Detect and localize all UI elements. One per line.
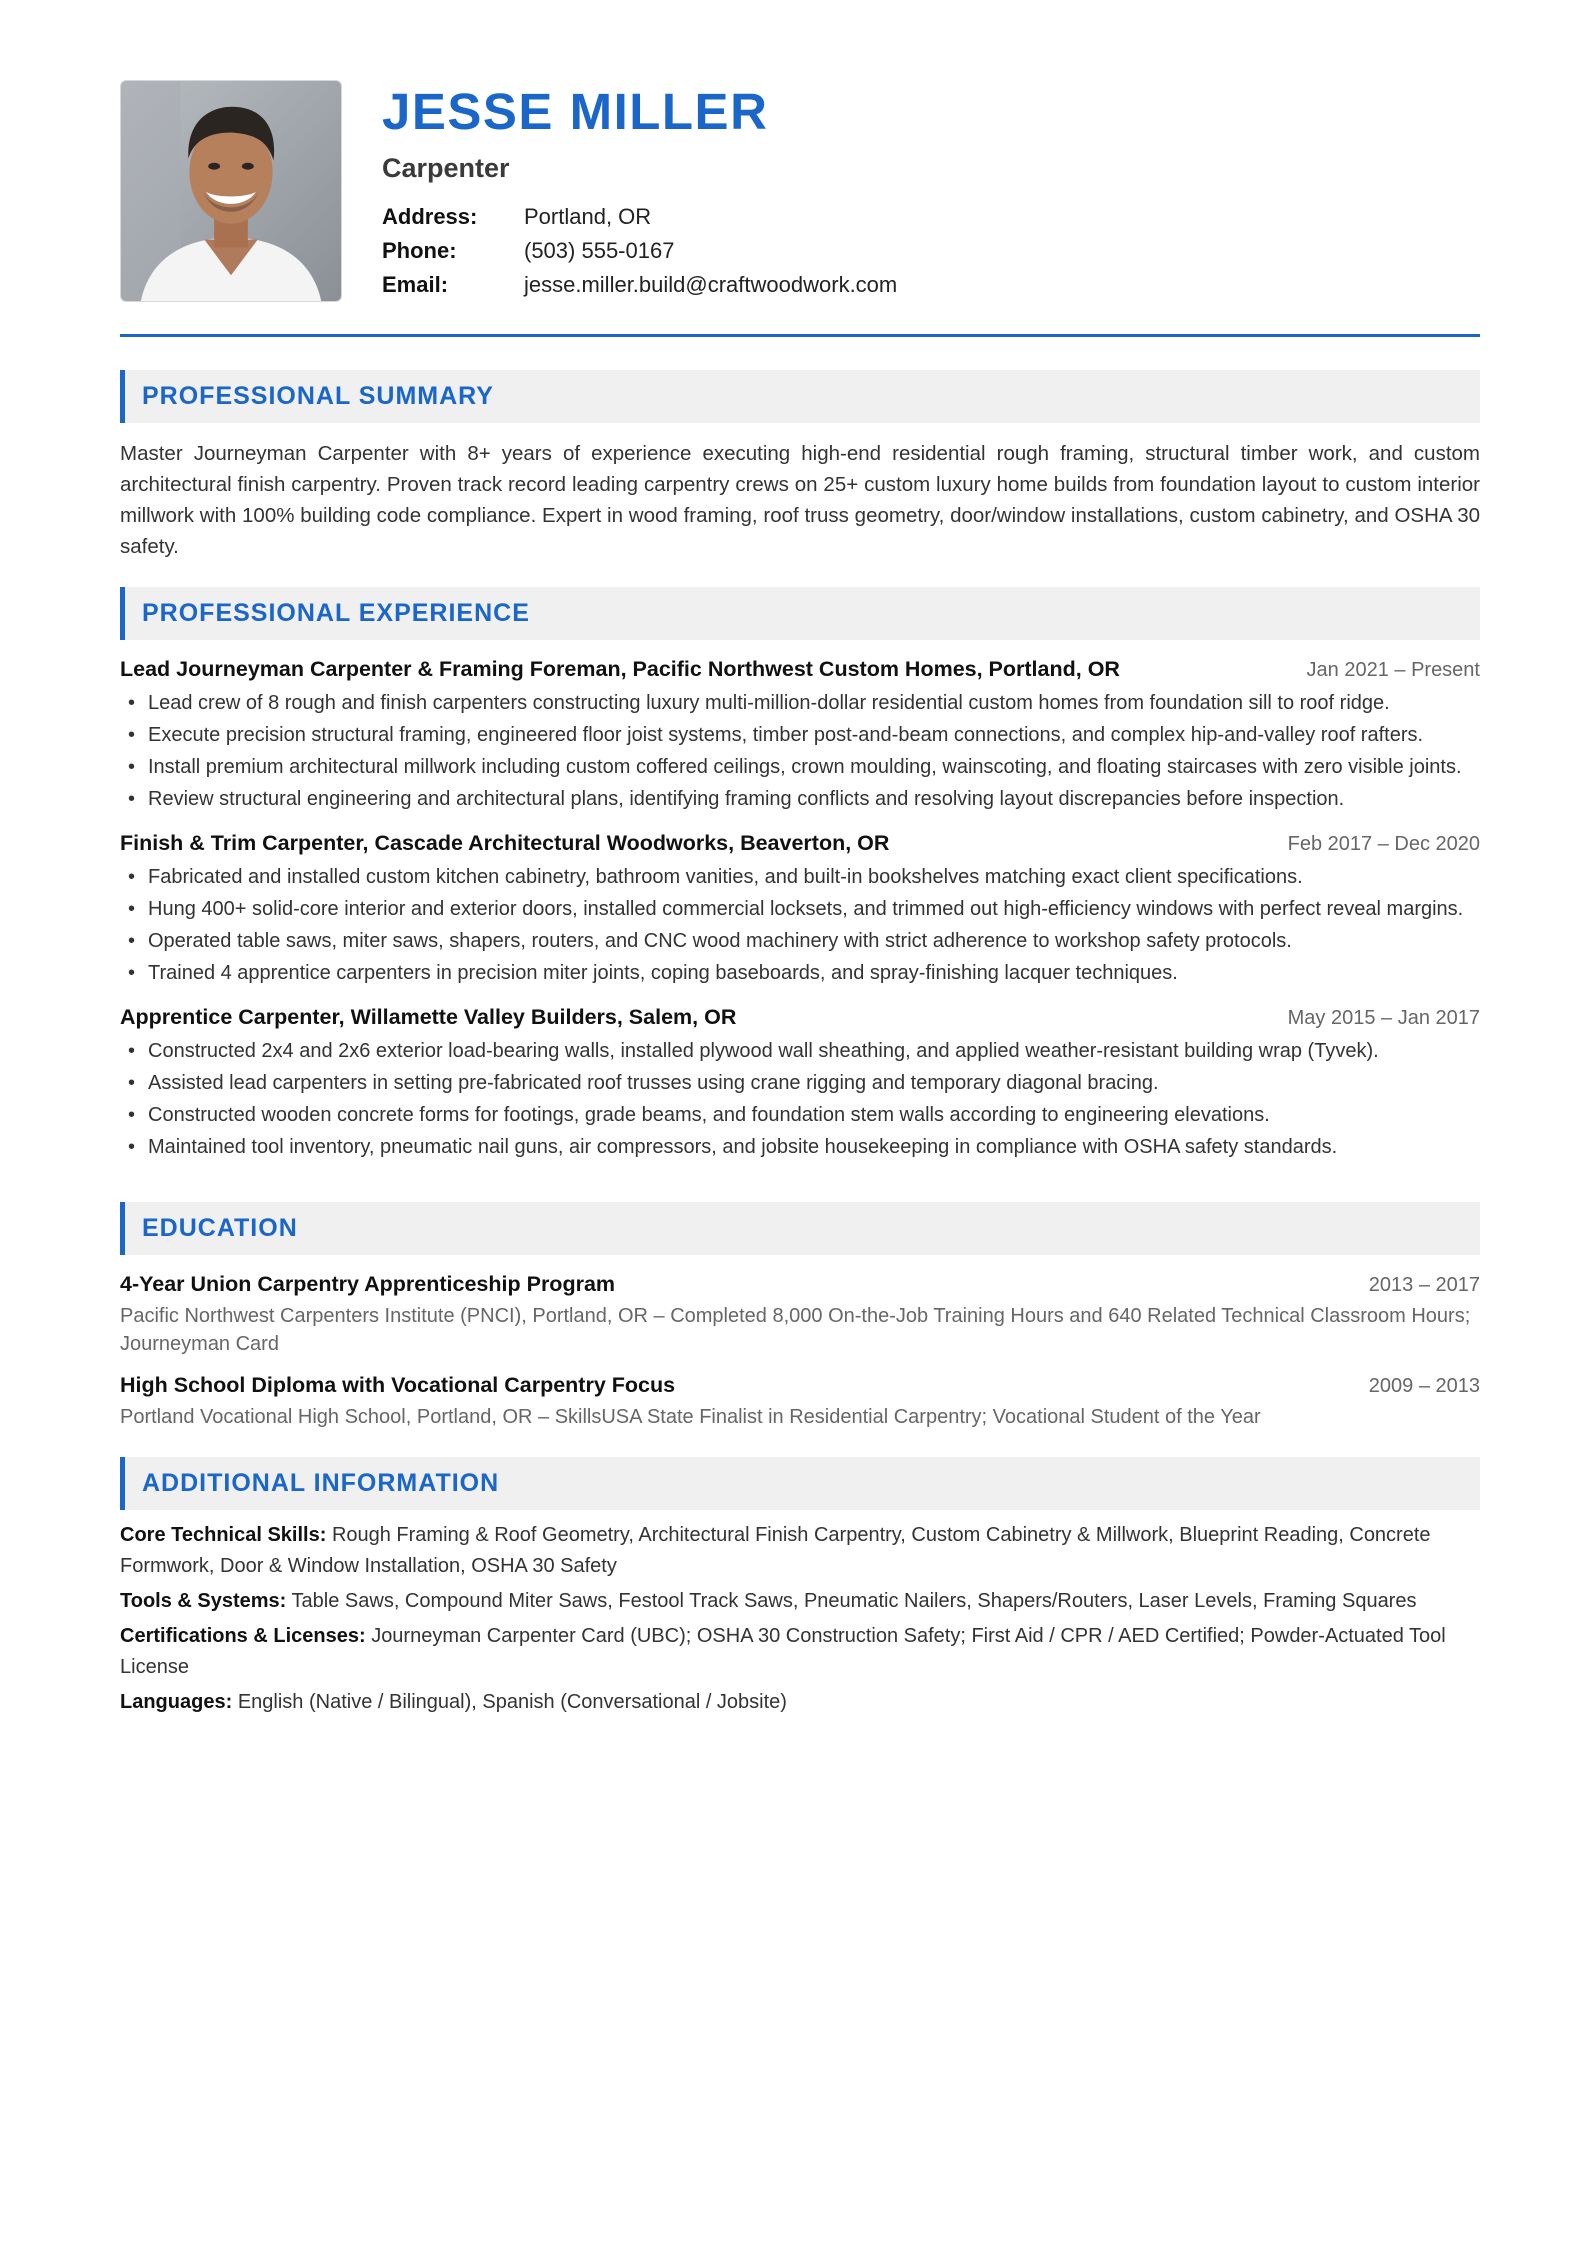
list-item: • Trained 4 apprentice carpenters in precision miter joints, coping baseboards, and spray-finishing lacquer techniques. bbox=[120, 958, 1480, 988]
info-label: Certifications & Licenses: bbox=[120, 1625, 366, 1647]
list-item: • Fabricated and installed custom kitchen cabinetry, bathroom vanities, and built-in bookshelves matching exact client specifications. bbox=[120, 862, 1480, 892]
info-row bbox=[120, 1520, 1480, 1582]
experience-section bbox=[120, 587, 1480, 1162]
info-value: English (Native / Bilingual), Spanish (Conversational / Jobsite) bbox=[237, 1691, 787, 1713]
info-row bbox=[120, 1586, 1480, 1617]
education-title: High School Diploma with Vocational Carpentry Focus bbox=[120, 1373, 676, 1397]
section-header bbox=[120, 587, 1480, 640]
job-header bbox=[120, 654, 1480, 685]
education-header bbox=[120, 1370, 1480, 1401]
contact-label: Phone: bbox=[382, 238, 457, 263]
list-item: • Operated table saws, miter saws, shapers, routers, and CNC wood machinery with strict adherence to workshop safety protocols. bbox=[120, 926, 1480, 956]
education-title: 4-Year Union Carpentry Apprenticeship Program bbox=[120, 1272, 616, 1296]
education-date: 2013 – 2017 bbox=[1368, 1274, 1480, 1296]
list-item: • Execute precision structural framing, engineered floor joist systems, timber post-and-beam connections, and complex hip-and-valley roof rafters. bbox=[120, 720, 1480, 750]
list-item: • Hung 400+ solid-core interior and exterior doors, installed commercial locksets, and trimmed out high-efficiency windows with perfect reveal margins. bbox=[120, 894, 1480, 924]
additional-section bbox=[120, 1457, 1480, 1718]
education-entry bbox=[120, 1269, 1480, 1358]
section-header bbox=[120, 1202, 1480, 1255]
job-title: Lead Journeyman Carpenter & Framing Foreman, Pacific Northwest Custom Homes, Portland, OR bbox=[120, 657, 1120, 681]
job-date: May 2015 – Jan 2017 bbox=[1287, 1007, 1480, 1029]
job-entry bbox=[120, 828, 1480, 988]
info-value: Journeyman Carpenter Card (UBC); OSHA 30 Construction Safety; First Aid / CPR / AED Certified; Powder-Actuated Tool License bbox=[120, 1625, 1446, 1678]
list-item: • Assisted lead carpenters in setting pre-fabricated roof trusses using crane rigging and temporary diagonal bracing. bbox=[120, 1068, 1480, 1098]
contact-value: Portland, OR bbox=[524, 204, 652, 229]
list-item: • Lead crew of 8 rough and finish carpenters constructing luxury multi-million-dollar residential custom homes from foundation sill to roof ridge. bbox=[120, 688, 1480, 718]
education-description: Pacific Northwest Carpenters Institute (PNCI), Portland, OR – Completed 8,000 On-the-Job Training Hours and 640 Related Technical Classroom Hours; Journeyman Card bbox=[120, 1305, 1471, 1355]
section-title: ADDITIONAL INFORMATION bbox=[142, 1469, 500, 1497]
candidate-name: JESSE MILLER bbox=[382, 83, 769, 140]
contact-label: Email: bbox=[382, 272, 449, 297]
job-bullets bbox=[120, 862, 1480, 988]
contact-label: Address: bbox=[382, 204, 478, 229]
info-label: Core Technical Skills: bbox=[120, 1524, 327, 1546]
education-description: Portland Vocational High School, Portland, OR – SkillsUSA State Finalist in Residential Carpentry; Vocational Student of the Year bbox=[120, 1406, 1261, 1428]
section-title: PROFESSIONAL SUMMARY bbox=[142, 382, 494, 410]
education-date: 2009 – 2013 bbox=[1368, 1375, 1480, 1397]
header-divider bbox=[120, 334, 1480, 337]
resume-header bbox=[120, 0, 1480, 337]
job-header bbox=[120, 828, 1480, 859]
list-item: • Review structural engineering and architectural plans, identifying framing conflicts and resolving layout discrepancies before inspection. bbox=[120, 784, 1480, 814]
info-row bbox=[120, 1621, 1480, 1683]
profile-photo bbox=[120, 80, 342, 302]
job-header bbox=[120, 1002, 1480, 1033]
info-row bbox=[120, 1687, 1480, 1718]
info-value: Rough Framing & Roof Geometry, Architectural Finish Carpentry, Custom Cabinetry & Millwork, Blueprint Reading, Concrete Formwork, Door & Window Installation, OSHA 30 Safety bbox=[120, 1524, 1431, 1577]
education-section bbox=[120, 1202, 1480, 1431]
job-bullets bbox=[120, 688, 1480, 814]
info-label: Tools & Systems: bbox=[120, 1590, 287, 1612]
job-bullets bbox=[120, 1036, 1480, 1162]
contact-value: jesse.miller.build@craftwoodwork.com bbox=[524, 272, 898, 297]
contact-address bbox=[382, 200, 897, 234]
job-title: Finish & Trim Carpenter, Cascade Architectural Woodworks, Beaverton, OR bbox=[120, 831, 890, 855]
additional-list bbox=[120, 1520, 1480, 1718]
list-item: • Install premium architectural millwork including custom coffered ceilings, crown moulding, wainscoting, and floating staircases with zero visible joints. bbox=[120, 752, 1480, 782]
candidate-role: Carpenter bbox=[382, 153, 510, 183]
info-value: Table Saws, Compound Miter Saws, Festool Track Saws, Pneumatic Nailers, Shapers/Routers, Laser Levels, Framing Squares bbox=[291, 1590, 1417, 1612]
job-entry bbox=[120, 654, 1480, 814]
header-text bbox=[382, 82, 897, 302]
section-header bbox=[120, 1457, 1480, 1510]
section-title: PROFESSIONAL EXPERIENCE bbox=[142, 599, 530, 627]
job-date: Jan 2021 – Present bbox=[1306, 659, 1480, 681]
section-header bbox=[120, 370, 1480, 423]
list-item: • Constructed 2x4 and 2x6 exterior load-bearing walls, installed plywood wall sheathing, and applied weather-resistant building wrap (Tyvek). bbox=[120, 1036, 1480, 1066]
contact-value: (503) 555-0167 bbox=[524, 238, 675, 263]
job-title: Apprentice Carpenter, Willamette Valley Builders, Salem, OR bbox=[120, 1005, 737, 1029]
list-item: • Maintained tool inventory, pneumatic nail guns, air compressors, and jobsite housekeeping in compliance with OSHA safety standards. bbox=[120, 1132, 1480, 1162]
summary-section bbox=[120, 370, 1480, 562]
profile-photo-illustration bbox=[121, 81, 341, 301]
info-label: Languages: bbox=[120, 1691, 233, 1713]
list-item: • Constructed wooden concrete forms for footings, grade beams, and foundation stem walls according to engineering elevations. bbox=[120, 1100, 1480, 1130]
contact-info bbox=[382, 200, 897, 302]
job-entry bbox=[120, 1002, 1480, 1162]
contact-email bbox=[382, 268, 897, 302]
summary-text: Master Journeyman Carpenter with 8+ years of experience executing high-end residential rough framing, structural timber work, and custom architectural finish carpentry. Proven track record leading carpentry crews on 25+ custom luxury home builds from foundation layout to custom interior millwork with 100% building code compliance. Expert in wood framing, roof truss geometry, door/window installations, custom cabinetry, and OSHA 30 safety. bbox=[120, 442, 1480, 558]
section-title: EDUCATION bbox=[142, 1214, 298, 1242]
education-header bbox=[120, 1269, 1480, 1300]
education-entry bbox=[120, 1370, 1480, 1431]
contact-phone bbox=[382, 234, 897, 268]
job-date: Feb 2017 – Dec 2020 bbox=[1287, 833, 1480, 855]
